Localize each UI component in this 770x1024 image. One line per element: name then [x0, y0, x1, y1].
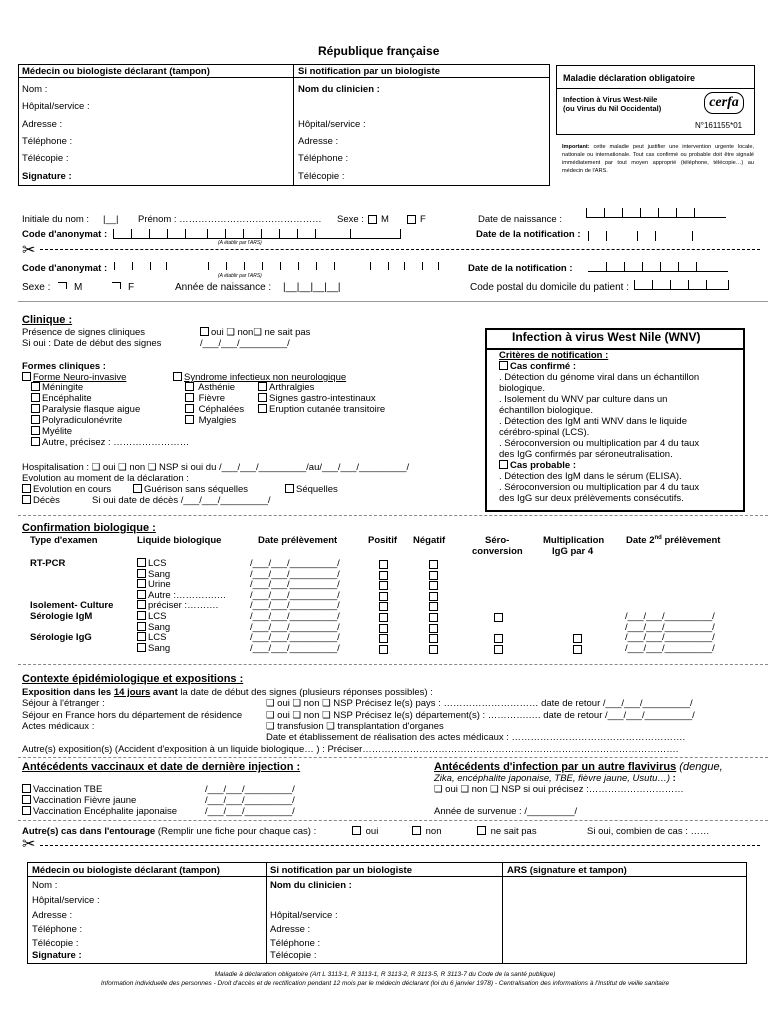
flavi-title: Antécédents d'infection par un autre flavivirus (dengue, — [434, 761, 723, 773]
entourage-label: Autre(s) cas dans l'entourage (Remplir une fiche pour chaque cas) : — [22, 826, 317, 837]
bottom-bio-adresse[interactable]: Adresse : — [270, 924, 311, 935]
checkbox[interactable] — [137, 579, 146, 588]
exam-type: Sérologie IgM — [30, 611, 93, 622]
adresse-field[interactable]: Adresse : — [22, 119, 63, 130]
date-prelevement[interactable]: /___/___/_________/ — [250, 558, 340, 569]
positif-checkbox[interactable] — [379, 645, 388, 654]
actes-date[interactable]: Date et établissement de réalisation des actes médicaux : ………………………………………………. — [266, 732, 686, 743]
criteria-line: . Détection des IgM dans le sérum (ELISA). — [499, 471, 682, 482]
nom-clinicien-field[interactable]: Nom du clinicien : — [298, 84, 380, 95]
deces-option[interactable]: Décès — [22, 495, 60, 506]
col-sero2: conversion — [472, 546, 523, 557]
footer-line1: Maladie à déclaration obligatoire (Art L 3113-1, R 3113-1, R 3113-2, R 3113-5, R 3113-7 du Code de la santé publique) — [214, 971, 556, 978]
cerfa-logo: cerfa — [704, 92, 744, 114]
col-sero: Séro- — [485, 535, 510, 546]
footer-line2: Information individuelle des personnes - Droit d'accès et de rectification pendant 12 mois par le médecin déclarant (loi du 6 janvier 1978) - Centralisation des informations à l'Institut de veille sanitaire — [100, 980, 670, 987]
criteria-line: des IgG sur deux prélèvements consécutifs. — [499, 493, 684, 504]
formes-title: Formes cliniques : — [22, 361, 106, 372]
col-liquide: Liquide biologique — [137, 535, 222, 546]
exposition-line: Exposition dans les 14 jours avant la date de début des signes (plusieurs réponses possibles) : — [22, 687, 433, 698]
debut-signes-date[interactable]: /___/___/_________/ — [200, 338, 290, 349]
telecopie-field[interactable]: Télécopie : — [22, 153, 69, 164]
code-anonymat2-label: Code d'anonymat : — [22, 263, 108, 274]
date-prelevement[interactable]: /___/___/_________/ — [250, 579, 340, 590]
non-neuro-item[interactable]: Asthénie — [185, 382, 235, 393]
bottom-nom[interactable]: Nom : — [32, 880, 58, 891]
liquide-option[interactable]: LCS — [137, 632, 166, 643]
separator-3 — [18, 664, 768, 665]
liquide-option[interactable]: Urine — [137, 579, 171, 590]
clinique-title: Clinique : — [22, 314, 73, 326]
liquide-option[interactable]: Sang — [137, 643, 170, 654]
negatif-checkbox[interactable] — [429, 613, 438, 622]
multiplication-checkbox[interactable] — [573, 634, 582, 643]
evolution-label: Evolution au moment de la déclaration : — [22, 473, 189, 484]
signature-field[interactable]: Signature : — [22, 171, 72, 182]
neuro-invasive-option[interactable]: Forme Neuro-invasive — [22, 372, 126, 383]
entourage-nsp[interactable]: ne sait pas — [477, 826, 537, 837]
neuro-item[interactable]: Paralysie flasque aigue — [31, 404, 140, 415]
sexe2-m-checkbox[interactable] — [58, 282, 67, 289]
vaccins-title: Antécédents vaccinaux et date de dernière injection : — [22, 761, 301, 773]
sexe2-label: Sexe : — [22, 282, 51, 293]
criteria-line: biologique. — [499, 383, 545, 394]
col-date: Date prélèvement — [258, 535, 338, 546]
date-prelevement[interactable]: /___/___/_________/ — [250, 590, 340, 601]
evol-guerison[interactable]: Guérison sans séquelles — [133, 484, 248, 495]
entourage-oui[interactable]: oui — [352, 826, 378, 837]
hopital-field[interactable]: Hôpital/service : — [22, 101, 90, 112]
checkbox[interactable] — [137, 643, 146, 652]
bottom-nom-clinicien[interactable]: Nom du clinicien : — [270, 880, 352, 891]
date-prelevement[interactable]: /___/___/_________/ — [250, 632, 340, 643]
col-mult2: IgG par 4 — [552, 546, 594, 557]
actes-label: Actes médicaux : — [22, 721, 95, 732]
bottom-ars-header: ARS (signature et tampon) — [507, 865, 627, 876]
biologiste-header: Si notification par un biologiste — [298, 66, 440, 77]
criteria-line: . Détection des IgM anti WNV dans le liquide — [499, 416, 687, 427]
sejour-france-label: Séjour en France hors du département de résidence — [22, 710, 243, 721]
exam-type: Isolement- Culture — [30, 600, 114, 611]
multiplication-checkbox[interactable] — [573, 645, 582, 654]
presence-label: Présence de signes cliniques — [22, 327, 146, 338]
bottom-bio-header: Si notification par un biologiste — [270, 865, 412, 876]
bottom-telecopie[interactable]: Télécopie : — [32, 938, 79, 949]
exam-type: Sérologie IgG — [30, 632, 92, 643]
bio-adresse-field[interactable]: Adresse : — [298, 136, 339, 147]
non-neuro-item[interactable]: Arthralgies — [258, 382, 314, 393]
negatif-checkbox[interactable] — [429, 581, 438, 590]
negatif-checkbox[interactable] — [429, 624, 438, 633]
sexe-m-checkbox[interactable] — [368, 215, 377, 224]
liquide-option[interactable]: Sang — [137, 622, 170, 633]
sejour-france-options[interactable]: ❑ oui ❑ non ❑ NSP Précisez le(s) département(s) : ………….…. date de retour /___/___/_________/ — [266, 710, 695, 721]
date-prelevement[interactable]: /___/___/_________/ — [250, 611, 340, 622]
criteria-line: . Séroconversion ou multiplication par 4 du taux — [499, 438, 700, 449]
neuro-item[interactable]: Polyradiculonévrite — [31, 415, 122, 426]
checkbox[interactable] — [137, 590, 146, 599]
positif-checkbox[interactable] — [379, 602, 388, 611]
non-neuro-item[interactable]: Céphalées — [185, 404, 244, 415]
sexe2-f-checkbox[interactable] — [112, 282, 121, 289]
col-negatif: Négatif — [413, 535, 446, 546]
negatif-checkbox[interactable] — [429, 560, 438, 569]
neuro-item[interactable]: Autre, précisez : …………………… — [31, 437, 189, 448]
flavi-line2: Zika, encéphalite japonaise, TBE, fièvre jaune, Usutu…) : — [434, 773, 676, 784]
positif-checkbox[interactable] — [379, 571, 388, 580]
autre-exposition[interactable]: Autre(s) exposition(s) (Accident d'exposition à un liquide biologique… ) : Préciser………………………………………………………………………………………. — [22, 744, 679, 755]
checkbox[interactable] — [137, 611, 146, 620]
entourage-non[interactable]: non — [412, 826, 442, 837]
flavi-options[interactable]: ❑ oui ❑ non ❑ NSP si oui précisez :………………………… — [434, 784, 684, 795]
page-title: République française — [318, 44, 440, 58]
date-prelevement[interactable]: /___/___/_________/ — [250, 643, 340, 654]
date-prelevement[interactable]: /___/___/_________/ — [250, 569, 340, 580]
liquide-option[interactable]: Autre :………….… — [137, 590, 226, 601]
col-type: Type d'examen — [30, 535, 98, 546]
sexe-f-checkbox[interactable] — [407, 215, 416, 224]
bottom-telephone[interactable]: Téléphone : — [32, 924, 83, 935]
separator-5 — [18, 820, 768, 821]
col-date2: Date 2nd prélèvement — [626, 535, 721, 547]
vaccin-ej[interactable]: Vaccination Encéphalite japonaise — [22, 806, 177, 817]
cas-confirme-title: Cas confirmé : — [499, 361, 576, 372]
cas-probable-title: Cas probable : — [499, 460, 576, 471]
checkbox[interactable] — [137, 569, 146, 578]
date-notif2-label: Date de la notification : — [468, 263, 573, 274]
seroconversion-checkbox[interactable] — [494, 645, 503, 654]
liquide-option[interactable]: LCS — [137, 611, 166, 622]
actes-options[interactable]: ❑ transfusion ❑ transplantation d'organes — [266, 721, 444, 732]
positif-checkbox[interactable] — [379, 592, 388, 601]
bottom-adresse[interactable]: Adresse : — [32, 910, 73, 921]
positif-checkbox[interactable] — [379, 634, 388, 643]
bio-telecopie-field[interactable]: Télécopie : — [298, 171, 345, 182]
bottom-bio-telephone[interactable]: Téléphone : — [270, 938, 321, 949]
cerfa-number: N°161155*01 — [695, 121, 743, 130]
disease-line1: Infection à Virus West-Nile — [563, 95, 658, 104]
col-positif: Positif — [368, 535, 398, 546]
negatif-checkbox[interactable] — [429, 602, 438, 611]
bio-hopital-field[interactable]: Hôpital/service : — [298, 119, 366, 130]
neuro-item[interactable]: Myélite — [31, 426, 72, 437]
vaccin-tbe[interactable]: Vaccination TBE — [22, 784, 102, 795]
etablir-note: (A établir par l'ARS) — [218, 240, 262, 246]
sexe2-m-label: M — [74, 282, 83, 293]
checkbox[interactable] — [137, 622, 146, 631]
vaccin-fj[interactable]: Vaccination Fièvre jaune — [22, 795, 136, 806]
nom-field[interactable]: Nom : — [22, 84, 48, 95]
col-mult: Multiplication — [543, 535, 605, 546]
mdo-title: Maladie déclaration obligatoire — [563, 73, 696, 83]
positif-checkbox[interactable] — [379, 613, 388, 622]
declarant-header: Médecin ou biologiste déclarant (tampon) — [22, 66, 210, 77]
date-2nd-prelevement[interactable]: /___/___/_________/ — [625, 622, 715, 633]
prenom-field[interactable]: Prénom : ……………………………………… — [138, 214, 322, 225]
naissance-label: Date de naissance : — [478, 214, 562, 225]
sexe-f-label: F — [420, 214, 426, 225]
scissors-icon: ✂ — [22, 242, 36, 259]
bio-title: Confirmation biologique : — [22, 522, 156, 534]
positif-checkbox[interactable] — [379, 581, 388, 590]
liquide-option[interactable]: Sang — [137, 569, 170, 580]
date-2nd-prelevement[interactable]: /___/___/_________/ — [625, 611, 715, 622]
seroconversion-checkbox[interactable] — [494, 634, 503, 643]
initiale-label: Initiale du nom : — [22, 214, 90, 225]
checkbox[interactable] — [137, 558, 146, 567]
liquide-option[interactable]: LCS — [137, 558, 166, 569]
exam-type: RT-PCR — [30, 558, 66, 569]
seroconversion-checkbox[interactable] — [494, 613, 503, 622]
contexte-title: Contexte épidémiologique et expositions : — [22, 673, 244, 685]
vaccin-ej-date[interactable]: /___/___/_________/ — [205, 806, 295, 817]
non-neuro-item[interactable]: Signes gastro-intestinaux — [258, 393, 376, 404]
si-oui-label: Si oui : Date de début des signes — [22, 338, 162, 349]
non-neuro-item[interactable]: Myalgies — [185, 415, 236, 426]
entourage-combien[interactable]: Si oui, combien de cas : …… — [587, 826, 710, 837]
bio-telephone-field[interactable]: Téléphone : — [298, 153, 349, 164]
wnv-box-title: Infection à virus West Nile (WNV) — [512, 330, 701, 344]
presence-options[interactable]: oui ❑ non❑ ne sait pas — [200, 327, 310, 338]
criteria-line: . Détection du génome viral dans un échantillon — [499, 372, 700, 383]
sexe2-f-label: F — [128, 282, 135, 293]
criteria-line: cérébro-spinal (LCS). — [499, 427, 590, 438]
negatif-checkbox[interactable] — [429, 634, 438, 643]
sexe-m-label: M — [381, 214, 389, 225]
negatif-checkbox[interactable] — [429, 645, 438, 654]
positif-checkbox[interactable] — [379, 560, 388, 569]
non-neuro-item[interactable]: Fièvre — [185, 393, 225, 404]
initiale-box[interactable]: |__| — [103, 214, 119, 225]
annee-label: Année de naissance : — [175, 282, 272, 293]
annee-boxes[interactable]: |__|__|__|__| — [283, 282, 341, 293]
disease-line2: (ou Virus du Nil Occidental) — [563, 104, 662, 113]
bottom-bio-telecopie[interactable]: Télécopie : — [270, 950, 317, 961]
vaccin-tbe-date[interactable]: /___/___/_________/ — [205, 784, 295, 795]
evol-sequelles[interactable]: Séquelles — [285, 484, 338, 495]
date-2nd-prelevement[interactable]: /___/___/_________/ — [625, 632, 715, 643]
liquide-option[interactable]: préciser :………. — [137, 600, 218, 611]
date-2nd-prelevement[interactable]: /___/___/_________/ — [625, 643, 715, 654]
negatif-checkbox[interactable] — [429, 571, 438, 580]
criteria-line: . Isolement du WNV par culture dans un — [499, 394, 668, 405]
cut-line-2 — [40, 845, 760, 846]
negatif-checkbox[interactable] — [429, 592, 438, 601]
important-note: Important: cette maladie peut justifier une intervention urgente locale, nationale ou internationale. Tout cas confirmé ou probable doit être signalé immédiatement par tout moyen approprié (téléphone, télécopie…) au médecin de l'ARS. — [562, 144, 754, 174]
sejour-etranger-options[interactable]: ❑ oui ❑ non ❑ NSP Précisez le(s) pays : ………………………… date de retour /___/___/_________/ — [266, 698, 693, 709]
code-postal-label: Code postal du domicile du patient : — [470, 282, 629, 293]
bottom-bio-hopital[interactable]: Hôpital/service : — [270, 910, 338, 921]
separator-4 — [18, 757, 768, 758]
bottom-hopital[interactable]: Hôpital/service : — [32, 895, 100, 906]
telephone-field[interactable]: Téléphone : — [22, 136, 73, 147]
criteria-line: . Séroconversion ou multiplication par 4 du taux — [499, 482, 700, 493]
date-prelevement[interactable]: /___/___/_________/ — [250, 600, 340, 611]
hospitalisation-line[interactable]: Hospitalisation : ❑ oui ❑ non ❑ NSP si oui du /___/___/_________/au/___/___/_________/ — [22, 462, 410, 473]
vaccin-fj-date[interactable]: /___/___/_________/ — [205, 795, 295, 806]
date-notif-label: Date de la notification : — [476, 229, 581, 240]
cut-line — [40, 249, 760, 250]
date-prelevement[interactable]: /___/___/_________/ — [250, 622, 340, 633]
sejour-etranger-label: Séjour à l'étranger : — [22, 698, 105, 709]
criteres-title: Critères de notification : — [499, 350, 609, 361]
bottom-signature[interactable]: Signature : — [32, 950, 82, 961]
positif-checkbox[interactable] — [379, 624, 388, 633]
checkbox[interactable] — [137, 632, 146, 641]
evol-en-cours[interactable]: Evolution en cours — [22, 484, 111, 495]
deces-date[interactable]: Si oui date de décès /___/___/_________/ — [92, 495, 271, 506]
scissors-icon: ✂ — [22, 836, 36, 853]
bottom-declarant-header: Médecin ou biologiste déclarant (tampon) — [32, 865, 220, 876]
criteria-line: des IgG confirmés par séroneutralisation. — [499, 449, 673, 460]
non-neuro-option[interactable]: Syndrome infectieux non neurologique — [173, 372, 346, 383]
sexe-label: Sexe : — [337, 214, 364, 225]
separator-1 — [18, 301, 768, 302]
non-neuro-item[interactable]: Eruption cutanée transitoire — [258, 404, 385, 415]
neuro-item[interactable]: Encéphalite — [31, 393, 92, 404]
code-anonymat-label: Code d'anonymat : — [22, 229, 108, 240]
etablir-note2: (A établir par l'ARS) — [218, 273, 262, 279]
separator-2 — [18, 515, 768, 516]
neuro-item[interactable]: Méningite — [31, 382, 83, 393]
criteria-line: échantillon biologique. — [499, 405, 594, 416]
flavi-survenue[interactable]: Année de survenue : /_________/ — [434, 806, 578, 817]
checkbox[interactable] — [137, 600, 146, 609]
